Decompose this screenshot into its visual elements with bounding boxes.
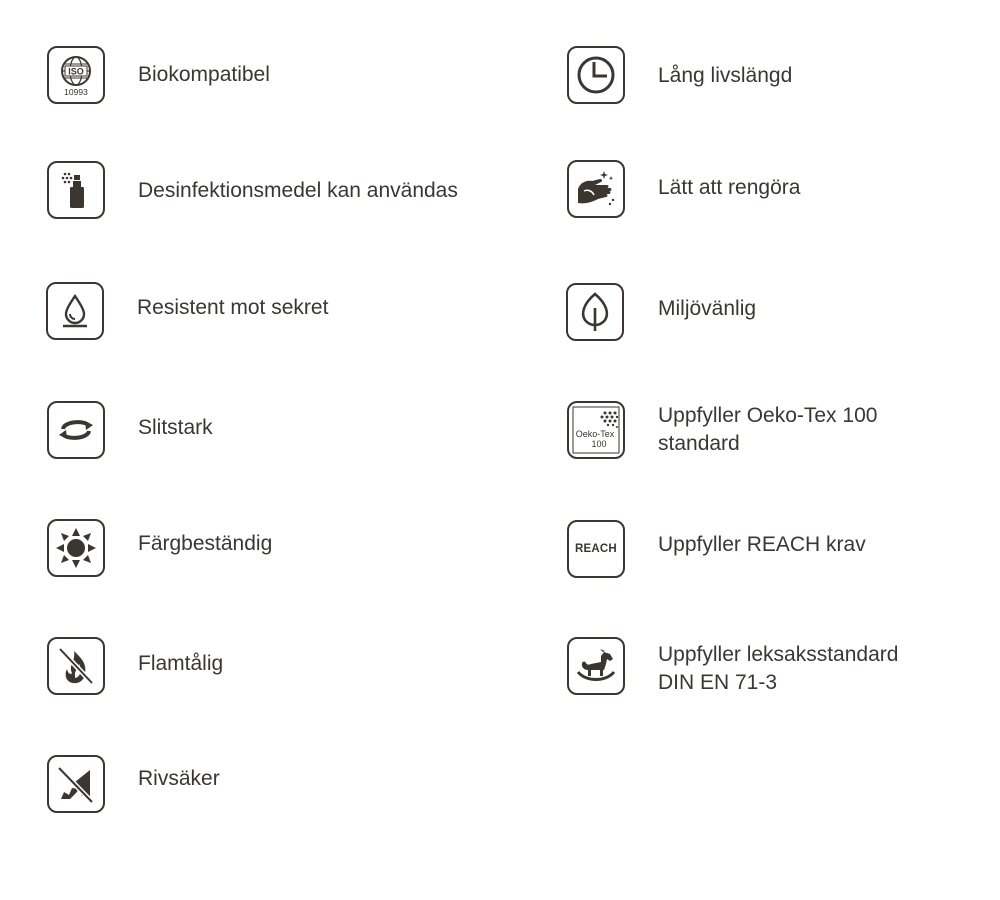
feature-label: Desinfektionsmedel kan användas — [138, 179, 458, 202]
feature-label: Rivsäker — [138, 767, 220, 790]
no-flame-icon — [47, 637, 105, 695]
feature-label: Biokompatibel — [138, 63, 270, 86]
reach-logo-text: REACH — [575, 543, 617, 555]
rocking-horse-icon — [567, 637, 625, 695]
feature-label — [658, 402, 877, 458]
feature-label-line1: Uppfyller leksaksstandard — [658, 643, 899, 666]
feature-label: Lång livslängd — [658, 64, 793, 87]
feature-label: Miljövänlig — [658, 297, 757, 320]
water-drop-icon — [46, 282, 104, 340]
feature-label: Flamtålig — [138, 652, 224, 675]
oeko-tex-logo-number: 100 — [591, 439, 607, 449]
oeko-tex-logo-text: Oeko-Tex — [575, 429, 615, 439]
feature-label-line2: standard — [658, 432, 740, 455]
feature-label-line2: DIN EN 71-3 — [658, 671, 778, 694]
clock-icon — [567, 46, 625, 104]
iso-10993-icon — [47, 46, 105, 104]
rotation-arrows-icon — [47, 401, 105, 459]
feature-label: Färgbeständig — [138, 532, 273, 555]
spray-bottle-icon — [47, 161, 105, 219]
feature-label: Slitstark — [138, 416, 213, 439]
feature-label: Lätt att rengöra — [658, 176, 801, 199]
feature-label: Uppfyller REACH krav — [658, 533, 866, 556]
feature-label — [658, 641, 898, 697]
feature-label-line1: Uppfyller Oeko-Tex 100 — [658, 404, 878, 427]
oeko-tex-icon — [567, 401, 625, 459]
wipe-hand-icon — [567, 160, 625, 218]
iso-logo-text: ISO — [68, 66, 84, 77]
reach-icon — [567, 520, 625, 578]
feature-label: Resistent mot sekret — [137, 296, 329, 319]
no-tear-icon — [47, 755, 105, 813]
iso-logo-number: 10993 — [64, 87, 88, 97]
sun-icon — [47, 519, 105, 577]
leaf-icon — [566, 283, 624, 341]
